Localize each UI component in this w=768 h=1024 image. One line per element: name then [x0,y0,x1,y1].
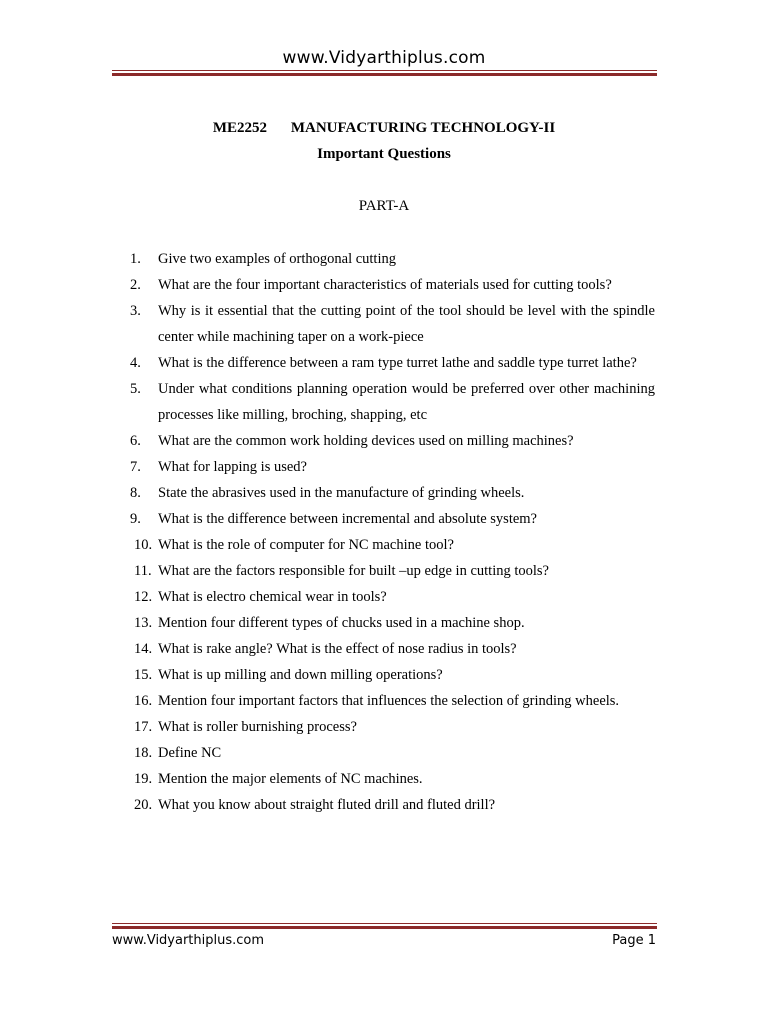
question-number: 14. [134,641,153,657]
footer-rule-thin [112,923,657,924]
question-number: 4. [130,355,141,371]
question-text: What for lapping is used? [158,459,307,475]
course-code: ME2252 [212,120,267,136]
question-text: What are the common work holding devices used on milling machines? [158,433,574,449]
course-title: MANUFACTURING TECHNOLOGY-II [290,120,556,136]
question-item [130,610,655,636]
question-item [130,714,655,740]
question-text: What is the difference between incremental and absolute system? [158,511,537,527]
question-number: 3. [130,303,141,319]
footer-rule-thick [112,926,657,929]
question-number: 18. [134,745,153,761]
question-item [130,584,655,610]
question-number: 11. [134,563,152,579]
question-item [130,688,655,714]
question-text: Define NC [158,745,222,761]
question-list [130,246,655,818]
question-item [130,766,655,792]
question-item [130,272,655,298]
question-item [130,740,655,766]
question-number: 6. [130,433,141,449]
document-subtitle: Important Questions [317,146,451,162]
question-text: What is rake angle? What is the effect of nose radius in tools? [158,641,517,657]
question-text: What are the four important characteristics of materials used for cutting tools? [158,277,612,293]
question-number: 8. [130,485,141,501]
question-number: 5. [130,381,141,397]
question-number: 2. [130,277,141,293]
question-item [130,350,655,376]
question-text: Give two examples of orthogonal cutting [158,251,396,267]
document-title [0,118,768,138]
question-number: 20. [134,797,153,813]
question-item [130,506,655,532]
question-item [130,376,655,428]
question-text: What is roller burnishing process? [158,719,357,735]
question-text: Under what conditions planning operation would be preferred over other machining processes like milling, broching, shapping, etc [158,381,655,423]
question-text: What you know about straight fluted drill and fluted drill? [158,797,496,813]
question-text: What is the difference between a ram type turret lathe and saddle type turret lathe? [158,355,637,371]
question-text: What is up milling and down milling operations? [158,667,443,683]
question-item [130,558,655,584]
question-item [130,246,655,272]
question-number: 15. [134,667,153,683]
question-text: What are the factors responsible for built –up edge in cutting tools? [158,563,549,579]
question-text: Mention the major elements of NC machines. [158,771,423,787]
question-text: Mention four important factors that influences the selection of grinding wheels. [158,693,620,709]
question-number: 17. [134,719,153,735]
footer-page-number: Page 1 [612,933,656,948]
question-text: What is the role of computer for NC machine tool? [158,537,454,553]
question-text: What is electro chemical wear in tools? [158,589,387,605]
header-site-url: www.Vidyarthiplus.com [282,48,486,68]
question-number: 12. [134,589,153,605]
question-item [130,480,655,506]
question-number: 9. [130,511,141,527]
question-item [130,662,655,688]
question-text: Mention four different types of chucks used in a machine shop. [158,615,525,631]
question-item [130,428,655,454]
question-item [130,454,655,480]
header-rule-thick [112,73,657,76]
question-number: 16. [134,693,153,709]
question-item [130,636,655,662]
question-number: 19. [134,771,153,787]
question-number: 13. [134,615,153,631]
part-heading: PART-A [358,198,410,214]
question-item [130,298,655,350]
question-number: 10. [134,537,153,553]
question-number: 1. [130,251,141,267]
question-text: Why is it essential that the cutting point of the tool should be level with the spindle center while machining taper on a work-piece [158,303,655,345]
question-item [130,532,655,558]
question-text: State the abrasives used in the manufacture of grinding wheels. [158,485,525,501]
question-number: 7. [130,459,141,475]
question-item [130,792,655,818]
footer-site-url: www.Vidyarthiplus.com [112,933,265,948]
header-rule-thin [112,70,657,71]
